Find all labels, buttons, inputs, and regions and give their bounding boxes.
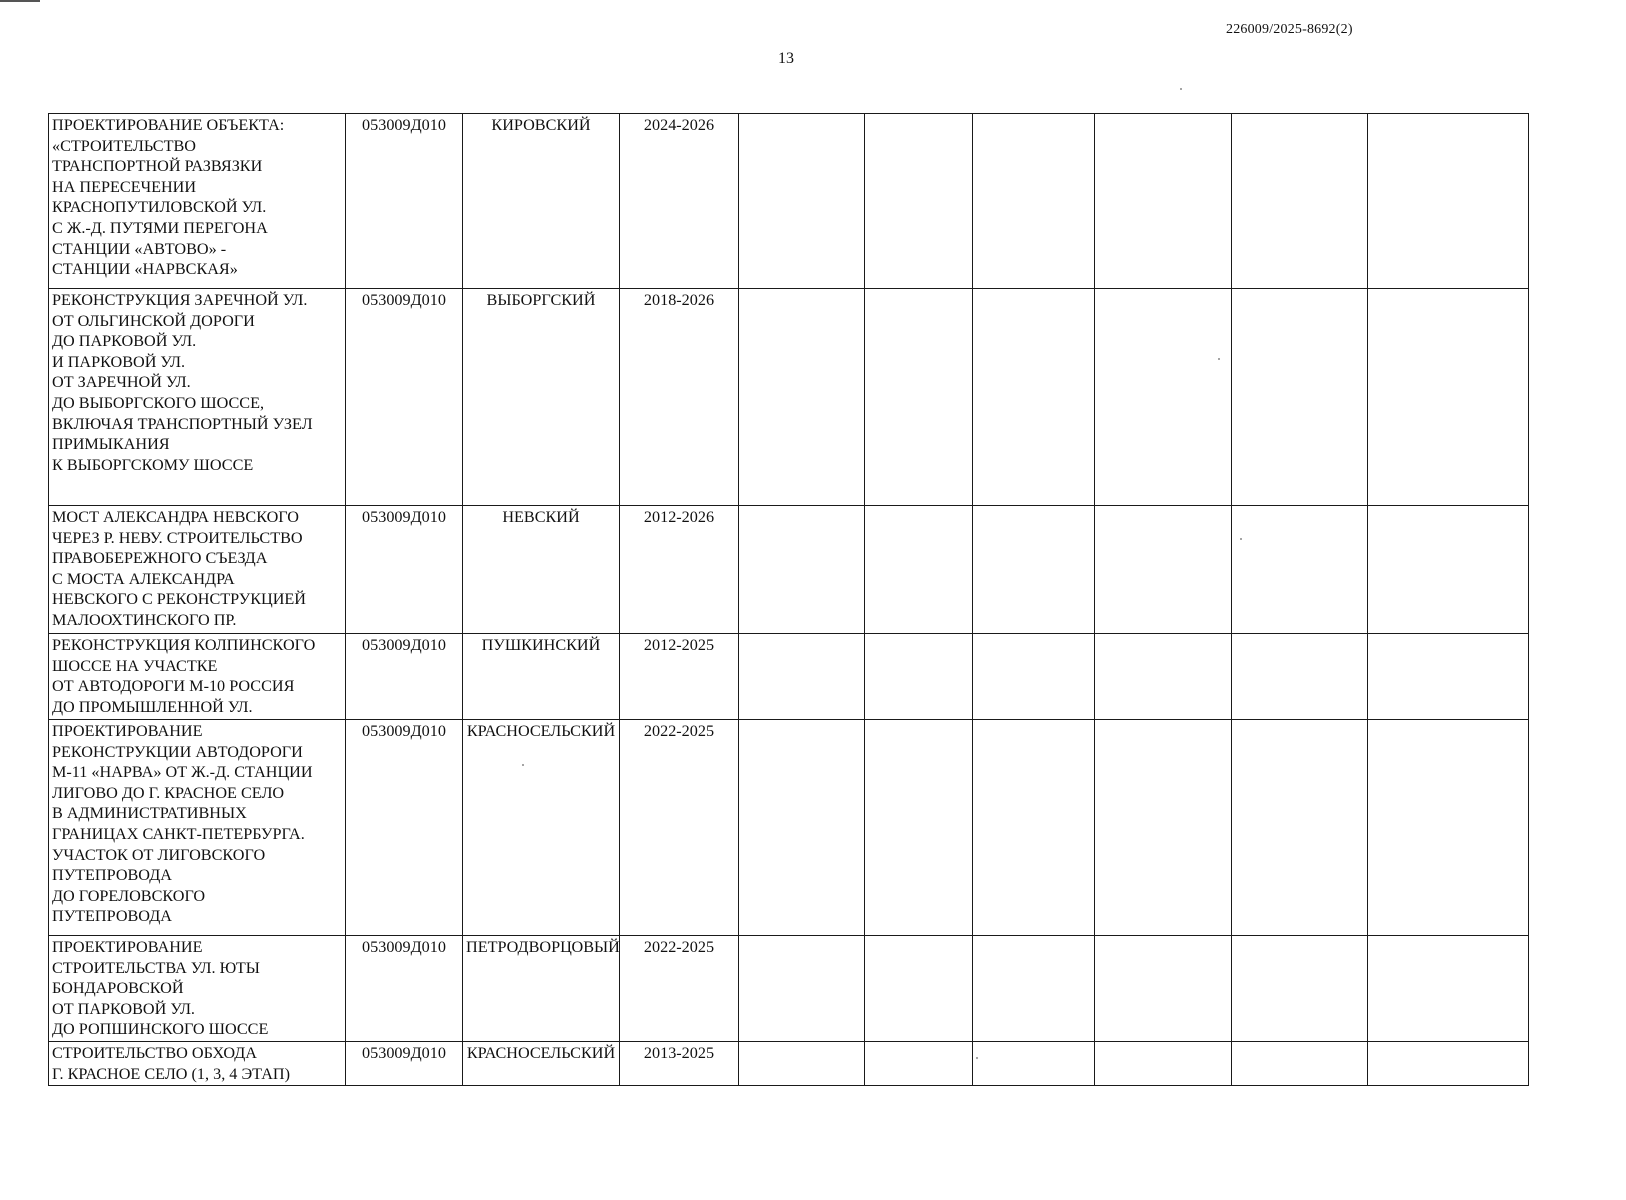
object-code-cell: 053009Д010	[346, 506, 463, 634]
period-cell: 2018-2026	[620, 289, 739, 506]
empty-cell	[1232, 114, 1368, 289]
empty-cell	[973, 936, 1095, 1042]
object-name-cell: РЕКОНСТРУКЦИЯ ЗАРЕЧНОЙ УЛ. ОТ ОЛЬГИНСКОЙ ДОРОГИ ДО ПАРКОВОЙ УЛ. И ПАРКОВОЙ УЛ. ОТ ЗАРЕЧНОЙ УЛ. ДО ВЫБОРГСКОГО ШОССЕ, ВКЛЮЧАЯ ТРАНСПОРТНЫЙ УЗЕЛ ПРИМЫКАНИЯ К ВЫБОРГСКОМУ ШОССЕ	[49, 289, 346, 506]
empty-cell	[865, 1042, 973, 1086]
empty-cell	[1232, 720, 1368, 936]
object-name-cell: ПРОЕКТИРОВАНИЕ ОБЪЕКТА: «СТРОИТЕЛЬСТВО ТРАНСПОРТНОЙ РАЗВЯЗКИ НА ПЕРЕСЕЧЕНИИ КРАСНОПУТИЛОВСКОЙ УЛ. С Ж.-Д. ПУТЯМИ ПЕРЕГОНА СТАНЦИИ «АВТОВО» - СТАНЦИИ «НАРВСКАЯ»	[49, 114, 346, 289]
object-code-cell: 053009Д010	[346, 114, 463, 289]
empty-cell	[1095, 1042, 1232, 1086]
empty-cell	[1368, 114, 1529, 289]
table-row	[49, 506, 1529, 634]
object-code-cell: 053009Д010	[346, 289, 463, 506]
empty-cell	[739, 289, 865, 506]
empty-cell	[1095, 720, 1232, 936]
budget-object-table	[48, 113, 1529, 1086]
district-cell: НЕВСКИЙ	[463, 506, 620, 634]
scan-speck	[1240, 538, 1242, 540]
object-name-cell: ПРОЕКТИРОВАНИЕ СТРОИТЕЛЬСТВА УЛ. ЮТЫ БОНДАРОВСКОЙ ОТ ПАРКОВОЙ УЛ. ДО РОПШИНСКОГО ШОССЕ	[49, 936, 346, 1042]
empty-cell	[1368, 720, 1529, 936]
empty-cell	[1232, 506, 1368, 634]
district-cell: ПУШКИНСКИЙ	[463, 634, 620, 720]
empty-cell	[973, 1042, 1095, 1086]
district-cell: КИРОВСКИЙ	[463, 114, 620, 289]
object-code-cell: 053009Д010	[346, 720, 463, 936]
period-cell: 2022-2025	[620, 936, 739, 1042]
empty-cell	[1095, 936, 1232, 1042]
empty-cell	[739, 114, 865, 289]
empty-cell	[865, 289, 973, 506]
empty-cell	[865, 936, 973, 1042]
district-cell: КРАСНОСЕЛЬСКИЙ	[463, 1042, 620, 1086]
empty-cell	[739, 936, 865, 1042]
empty-cell	[739, 506, 865, 634]
scan-speck	[976, 1057, 978, 1059]
object-name-cell: СТРОИТЕЛЬСТВО ОБХОДА Г. КРАСНОЕ СЕЛО (1, 3, 4 ЭТАП)	[49, 1042, 346, 1086]
empty-cell	[1368, 289, 1529, 506]
document-number: 226009/2025-8692(2)	[1226, 22, 1353, 37]
empty-cell	[1368, 1042, 1529, 1086]
object-code-cell: 053009Д010	[346, 936, 463, 1042]
empty-cell	[973, 634, 1095, 720]
period-cell: 2013-2025	[620, 1042, 739, 1086]
empty-cell	[865, 506, 973, 634]
period-cell: 2012-2025	[620, 634, 739, 720]
table-row	[49, 936, 1529, 1042]
table-row	[49, 114, 1529, 289]
period-cell: 2024-2026	[620, 114, 739, 289]
empty-cell	[1095, 289, 1232, 506]
empty-cell	[1368, 936, 1529, 1042]
period-cell: 2022-2025	[620, 720, 739, 936]
object-name-cell: МОСТ АЛЕКСАНДРА НЕВСКОГО ЧЕРЕЗ Р. НЕВУ. СТРОИТЕЛЬСТВО ПРАВОБЕРЕЖНОГО СЪЕЗДА С МОСТА АЛЕКСАНДРА НЕВСКОГО С РЕКОНСТРУКЦИЕЙ МАЛООХТИНСКОГО ПР.	[49, 506, 346, 634]
table-row	[49, 289, 1529, 506]
district-cell: ВЫБОРГСКИЙ	[463, 289, 620, 506]
empty-cell	[1232, 634, 1368, 720]
object-code-cell: 053009Д010	[346, 634, 463, 720]
table-row	[49, 1042, 1529, 1086]
period-cell: 2012-2026	[620, 506, 739, 634]
object-name-cell: ПРОЕКТИРОВАНИЕ РЕКОНСТРУКЦИИ АВТОДОРОГИ М-11 «НАРВА» ОТ Ж.-Д. СТАНЦИИ ЛИГОВО ДО Г. КРАСНОЕ СЕЛО В АДМИНИСТРАТИВНЫХ ГРАНИЦАХ САНКТ-ПЕТЕРБУРГА. УЧАСТОК ОТ ЛИГОВСКОГО ПУТЕПРОВОДА ДО ГОРЕЛОВСКОГО ПУТЕПРОВОДА	[49, 720, 346, 936]
empty-cell	[1368, 634, 1529, 720]
scan-corner-mark	[0, 0, 40, 2]
empty-cell	[1232, 1042, 1368, 1086]
empty-cell	[865, 634, 973, 720]
district-cell: ПЕТРОДВОРЦОВЫЙ	[463, 936, 620, 1042]
empty-cell	[1095, 506, 1232, 634]
scan-speck	[522, 764, 524, 766]
empty-cell	[973, 506, 1095, 634]
scan-speck	[1180, 88, 1182, 90]
empty-cell	[739, 720, 865, 936]
object-code-cell: 053009Д010	[346, 1042, 463, 1086]
district-cell: КРАСНОСЕЛЬСКИЙ	[463, 720, 620, 936]
empty-cell	[973, 289, 1095, 506]
empty-cell	[1095, 114, 1232, 289]
empty-cell	[739, 1042, 865, 1086]
table-row	[49, 634, 1529, 720]
table-row	[49, 720, 1529, 936]
object-name-cell: РЕКОНСТРУКЦИЯ КОЛПИНСКОГО ШОССЕ НА УЧАСТКЕ ОТ АВТОДОРОГИ М-10 РОССИЯ ДО ПРОМЫШЛЕННОЙ УЛ.	[49, 634, 346, 720]
empty-cell	[1368, 506, 1529, 634]
empty-cell	[1232, 936, 1368, 1042]
empty-cell	[973, 720, 1095, 936]
empty-cell	[865, 720, 973, 936]
scan-speck	[1218, 358, 1220, 360]
empty-cell	[1232, 289, 1368, 506]
empty-cell	[973, 114, 1095, 289]
page-number: 13	[778, 50, 794, 67]
empty-cell	[1095, 634, 1232, 720]
empty-cell	[739, 634, 865, 720]
empty-cell	[865, 114, 973, 289]
